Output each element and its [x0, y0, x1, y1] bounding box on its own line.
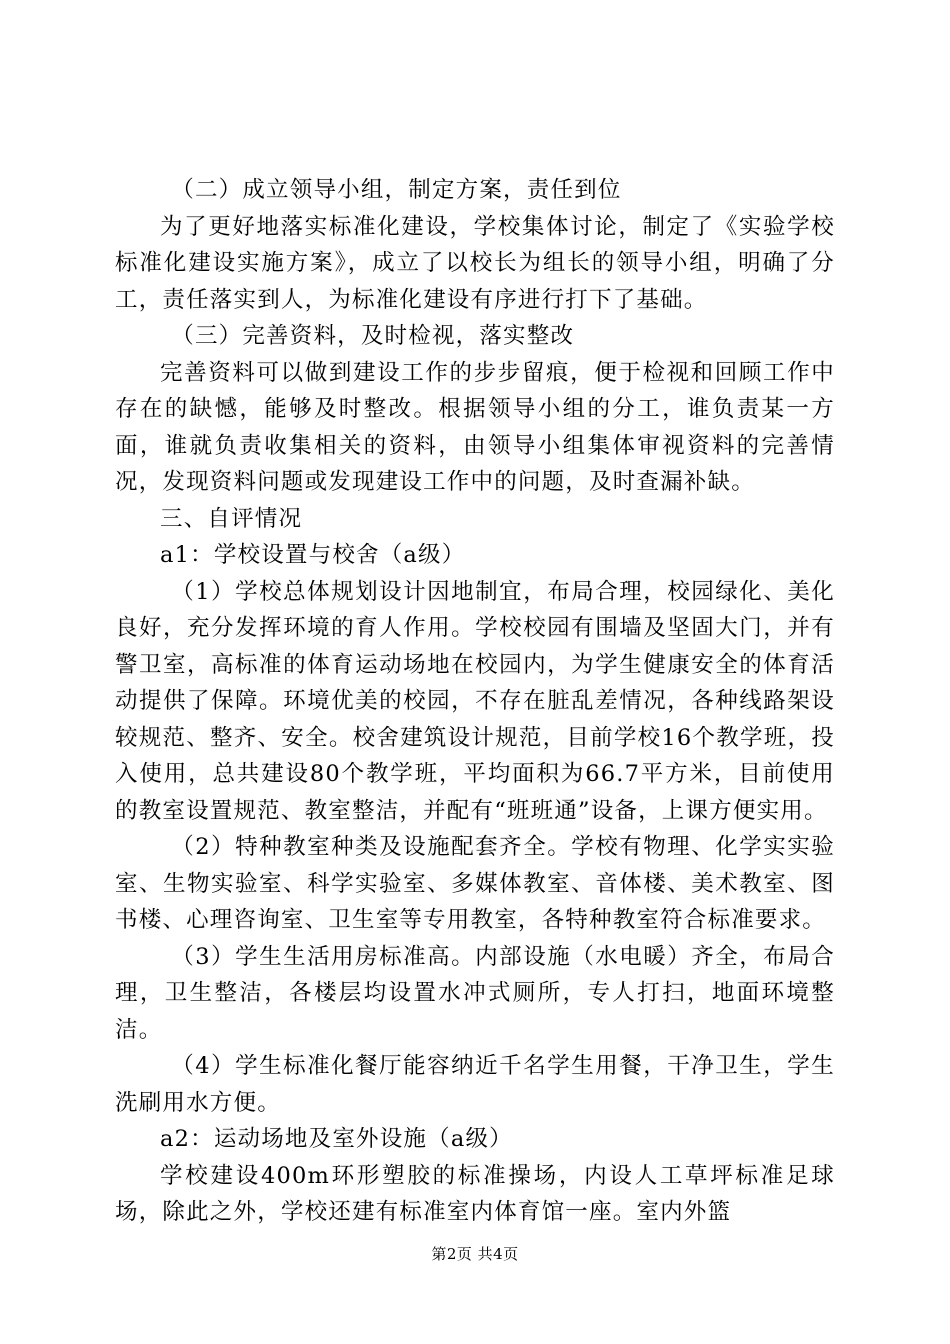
subsection-heading-a2: a2：运动场地及室外设施（a级） [160, 1126, 513, 1152]
list-item-1: （1）学校总体规划设计因地制宜，布局合理，校园绿化、美化良好，充分发挥环境的育人作用。学校校园有围墙及坚固大门，并有警卫室，高标准的体育运动场地在校园内，为学生健康安全的体育活动提供了保障。环境优美的校园，不存在脏乱差情况，各种线路架设较规范、整齐、安全。校舍建筑设计规范，目前学校16个教学班，投入使用，总共建设80个教学班，平均面积为66.7平方米，目前使用的教室设置规范、教室整洁，并配有“班班通”设备，上课方便实用。 [115, 578, 835, 824]
list-item-4: （4）学生标准化餐厅能容纳近千名学生用餐，干净卫生，学生洗刷用水方便。 [115, 1053, 835, 1116]
list-item-2: （2）特种教室种类及设施配套齐全。学校有物理、化学实实验室、生物实验室、科学实验室、多媒体教室、音体楼、美术教室、图书楼、心理咨询室、卫生室等专用教室，各特种教室符合标准要求。 [115, 834, 835, 933]
section-heading-3: （三）完善资料，及时检视，落实整改 [171, 323, 575, 349]
paragraph: 完善资料可以做到建设工作的步步留痕，便于检视和回顾工作中存在的缺憾，能够及时整改。根据领导小组的分工，谁负责某一方面，谁就负责收集相关的资料，由领导小组集体审视资料的完善情况，发现资料问题或发现建设工作中的问题，及时查漏补缺。 [115, 359, 835, 495]
page-footer: 第2页 共4页 [431, 1245, 519, 1263]
list-item-3: （3）学生生活用房标准高。内部设施（水电暖）齐全，布局合理，卫生整洁，各楼层均设置水冲式厕所，专人打扫，地面环境整洁。 [115, 943, 835, 1043]
document-body [115, 172, 835, 1231]
paragraph: 学校建设400m环形塑胶的标准操场，内设人工草坪标准足球场，除此之外，学校还建有标准室内体育馆一座。室内外篮 [115, 1162, 835, 1225]
section-heading-self-evaluation: 三、自评情况 [160, 505, 303, 532]
paragraph: 为了更好地落实标准化建设，学校集体讨论，制定了《实验学校标准化建设实施方案》，成立了以校长为组长的领导小组，明确了分工，责任落实到人，为标准化建设有序进行打下了基础。 [115, 213, 835, 313]
section-heading-2: （二）成立领导小组，制定方案，责任到位 [171, 177, 622, 203]
subsection-heading-a1: a1：学校设置与校舍（a级） [160, 542, 466, 568]
